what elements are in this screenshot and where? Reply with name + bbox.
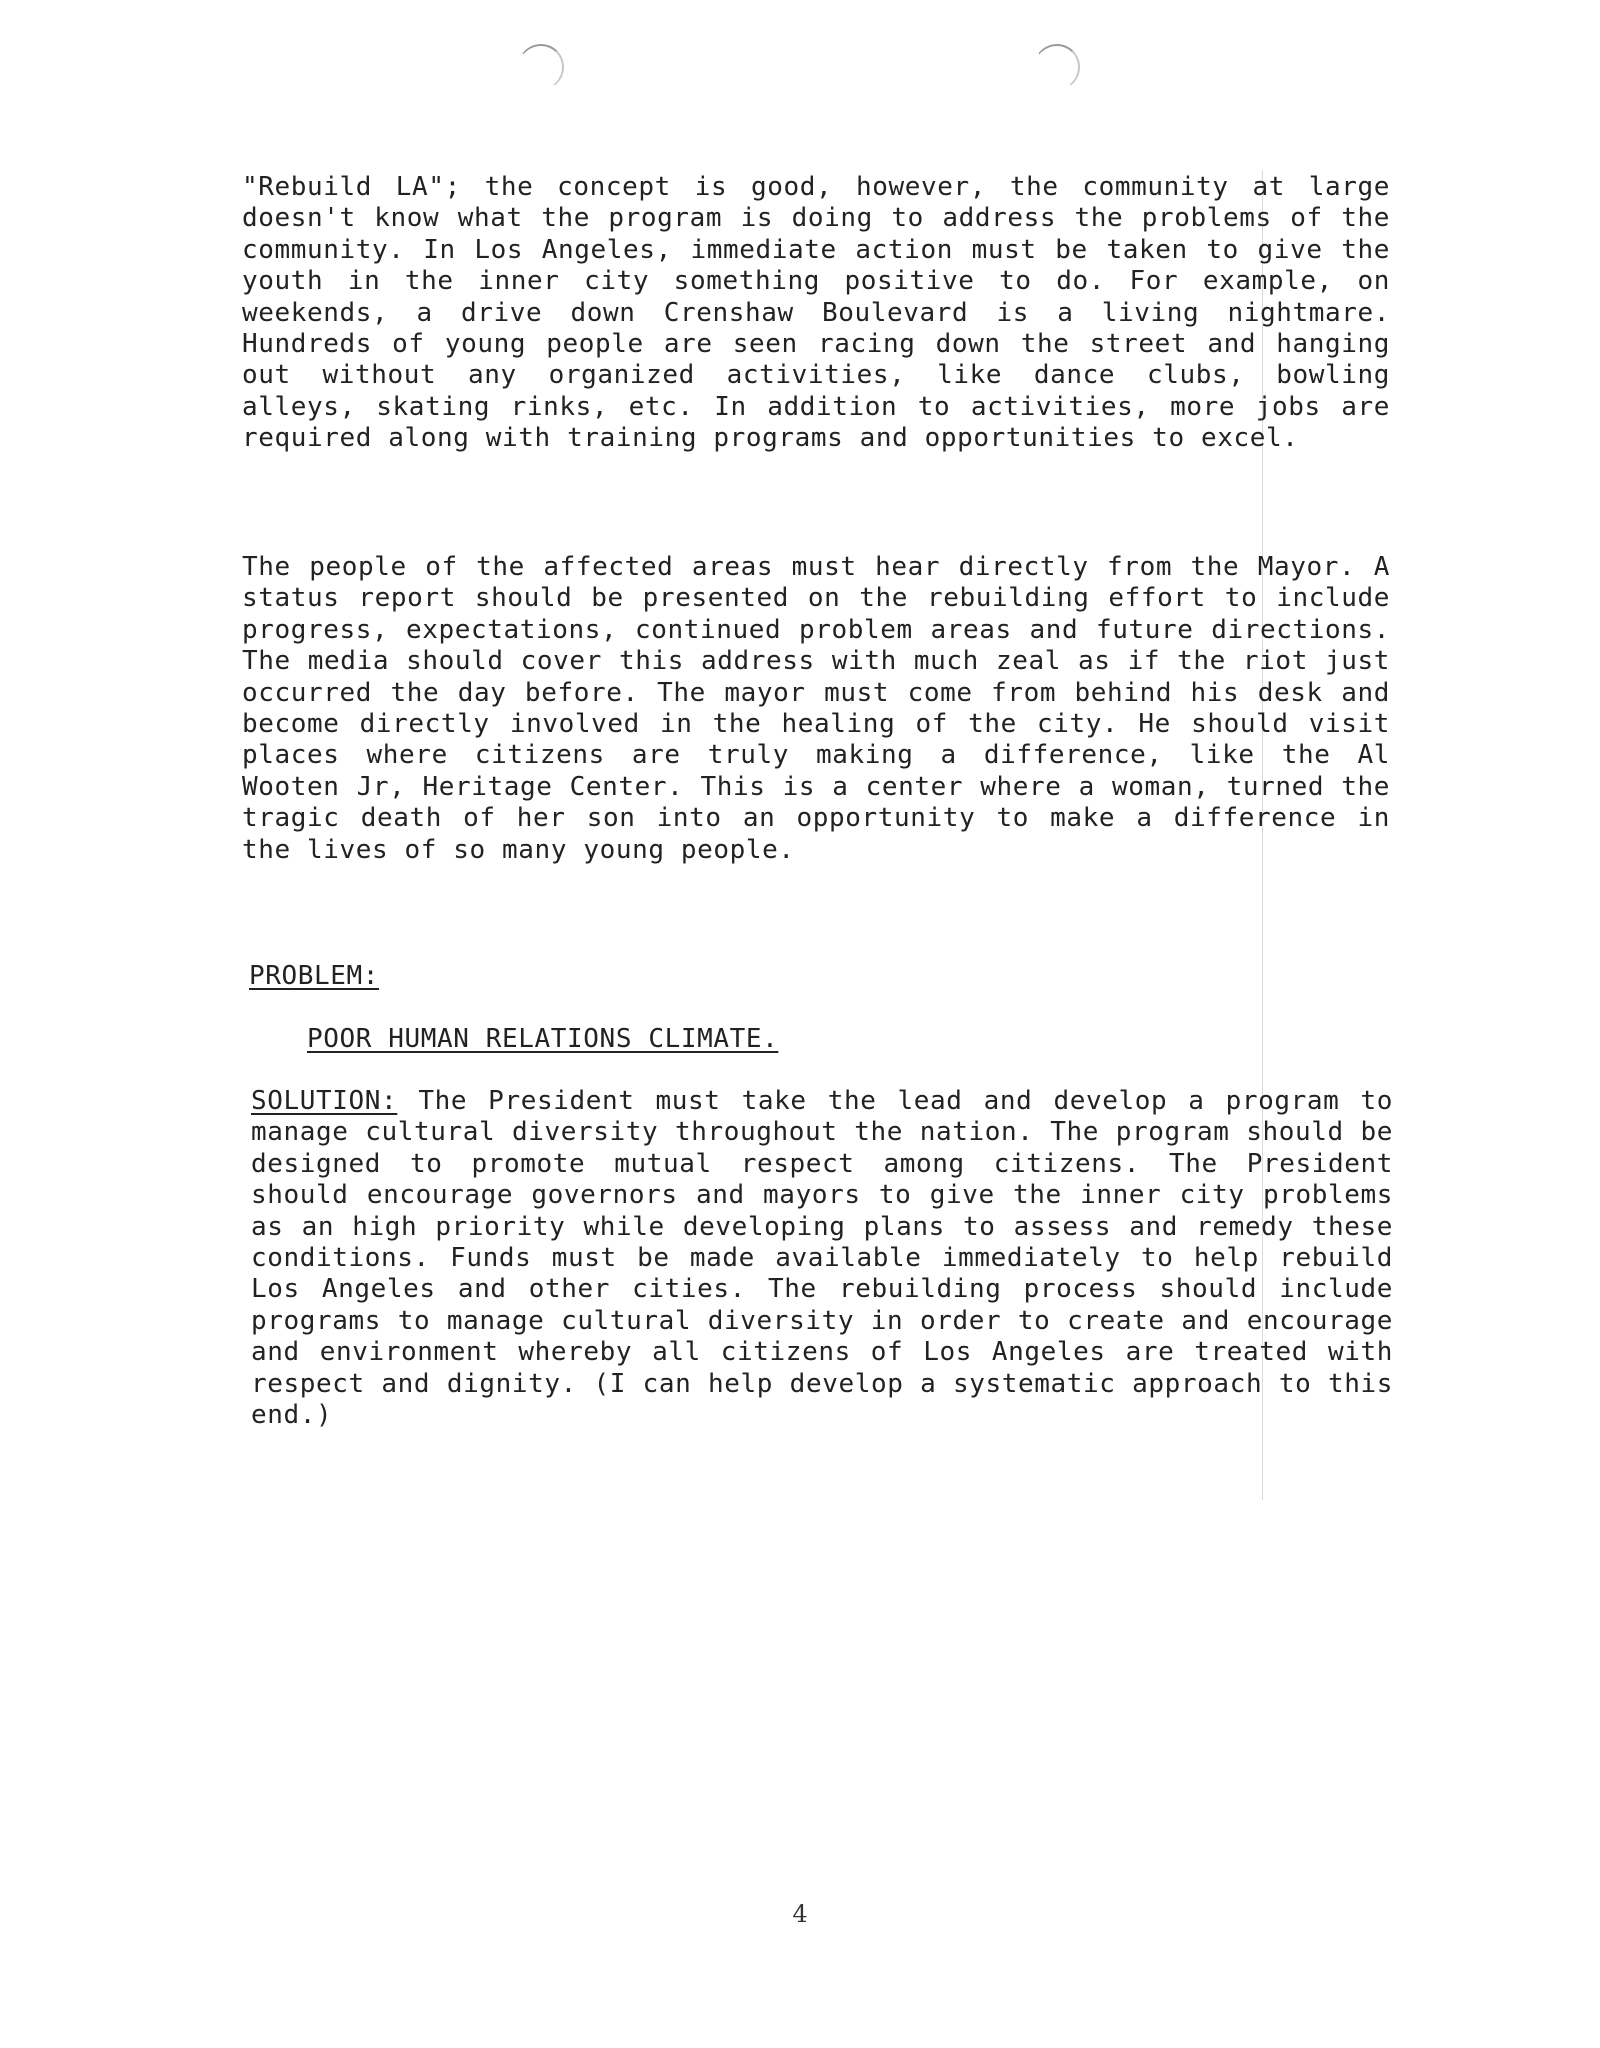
solution-text: The President must take the lead and develop a program to manage cultural diversity throughout the nation. The program should be designed to promote mutual respect among citizens. The President should encourage governors and mayors to give the inner city problems as an high priority while developing plans to assess and remedy these conditions. Funds must be made available immediately to help rebuild Los Angeles and other cities. The rebuilding process should include programs to manage cultural diversity in order to create and encourage and environment whereby all citizens of Los Angeles are treated with respect and dignity. (I can help develop a systematic approach to this end.) [251, 1086, 1393, 1431]
paragraph-rebuild-la: "Rebuild LA"; the concept is good, however, the community at large doesn't know what the program is doing to address the problems of the community. In Los Angeles, immediate action must be taken to give the youth in the inner city something positive to do. For example, on weekends, a drive down Crenshaw Boulevard is a living nightmare. Hundreds of young people are seen racing down the street and hanging out without any organized activities, like dance clubs, bowling alleys, skating rinks, etc. In addition to activities, more jobs are required along with training programs and opportunities to excel. [242, 172, 1390, 454]
solution-label: SOLUTION: [251, 1086, 398, 1116]
problem-title: POOR HUMAN RELATIONS CLIMATE. [307, 1024, 779, 1054]
solution-paragraph [251, 1086, 1393, 1431]
punch-hole-right [1034, 44, 1080, 90]
problem-heading: PROBLEM: [249, 961, 380, 991]
page-number: 4 [792, 1900, 808, 1928]
punch-hole-left [518, 44, 564, 90]
paragraph-mayor: The people of the affected areas must hear directly from the Mayor. A status report should be presented on the rebuilding effort to include progress, expectations, continued problem areas and future directions. The media should cover this address with much zeal as if the riot just occurred the day before. The mayor must come from behind his desk and become directly involved in the healing of the city. He should visit places where citizens are truly making a difference, like the Al Wooten Jr, Heritage Center. This is a center where a woman, turned the tragic death of her son into an opportunity to make a difference in the lives of so many young people. [242, 552, 1390, 865]
